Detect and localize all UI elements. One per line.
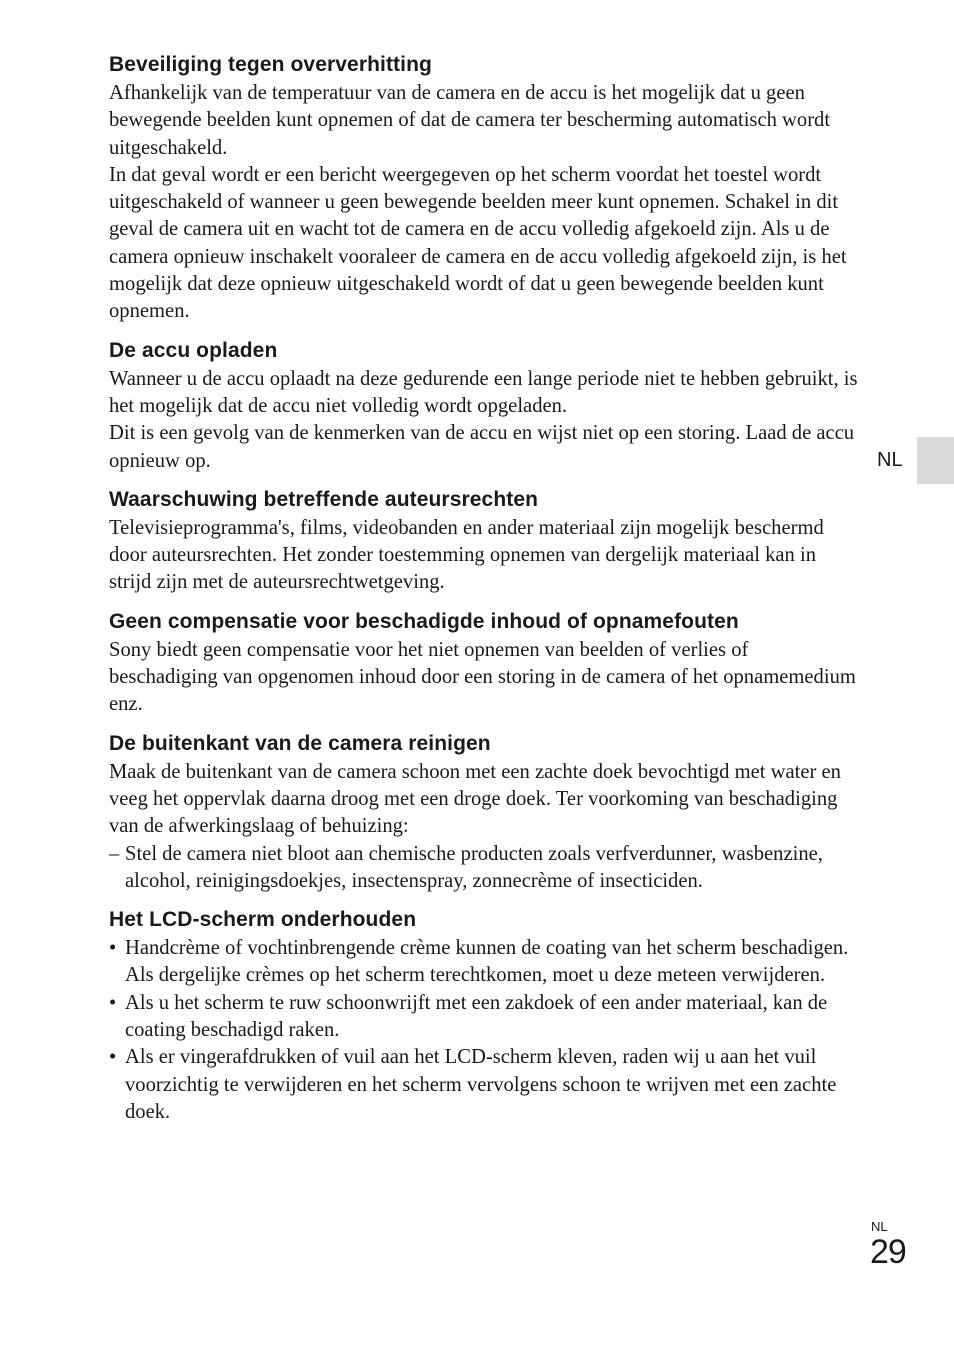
section-cleaning bbox=[109, 727, 861, 895]
paragraph: Sony biedt geen compensatie voor het niet opnemen van beelden of verlies of beschadiging van opgenomen inhoud door een storing in de camera of het opnamemedium enz. bbox=[109, 638, 856, 716]
section-overheating bbox=[109, 48, 861, 326]
section-lcd-care bbox=[109, 903, 861, 1126]
section-heading: Beveiliging tegen oververhitting bbox=[109, 53, 432, 76]
list-item bbox=[109, 841, 861, 896]
bullet-marker: • bbox=[109, 1046, 117, 1069]
bullet-marker: • bbox=[109, 991, 117, 1014]
page-number: 29 bbox=[870, 1233, 906, 1271]
section-heading: De accu opladen bbox=[109, 338, 278, 362]
footer-language: NL bbox=[871, 1219, 888, 1234]
list-item-text: Stel de camera niet bloot aan chemische producten zoals verfverdunner, wasbenzine, alcohol, reinigingsdoekjes, insectenspray, zonnecrème of insecticiden. bbox=[125, 842, 823, 892]
language-side-tab bbox=[917, 437, 954, 484]
section-no-compensation bbox=[109, 605, 861, 719]
paragraph: In dat geval wordt er een bericht weergegeven op het scherm voordat het toestel wordt uitgeschakeld of wanneer u geen bewegende beelden meer kunt opnemen. Schakel in dit geval de camera uit en wacht tot de camera en de accu volledig afgekoeld zijn. Als u de camera opnieuw inschakelt vooraleer de camera en de accu volledig afgekoeld zijn, is het mogelijk dat deze opnieuw uitgeschakeld wordt of dat u geen bewegende beelden kunt opnemen. bbox=[109, 163, 847, 323]
paragraph: Wanneer u de accu oplaadt na deze gedurende een lange periode niet te hebben gebruikt, is het mogelijk dat de accu niet volledig wordt opgeladen. bbox=[109, 367, 858, 417]
list-item bbox=[109, 1044, 861, 1126]
list-item bbox=[109, 935, 861, 990]
section-heading: Het LCD-scherm onderhouden bbox=[109, 908, 417, 932]
paragraph: Maak de buitenkant van de camera schoon met een zachte doek bevochtigd met water en veeg het oppervlak daarna droog met een droge doek. Ter voorkoming van beschadiging van de afwerkingslaag of behuizing: bbox=[109, 760, 841, 838]
paragraph: Dit is een gevolg van de kenmerken van de accu en wijst niet op een storing. Laad de accu opnieuw op. bbox=[109, 422, 855, 472]
list-item bbox=[109, 990, 861, 1045]
section-heading: Waarschuwing betreffende auteursrechten bbox=[109, 487, 539, 511]
list-item-text: Als u het scherm te ruw schoonwrijft met een zakdoek of een ander materiaal, kan de coating beschadigd raken. bbox=[125, 991, 828, 1042]
list-item-text: Handcrème of vochtinbrengende crème kunnen de coating van het scherm beschadigen. Als dergelijke crèmes op het scherm terechtkomen, moet u deze meteen verwijderen. bbox=[125, 937, 849, 987]
section-copyright bbox=[109, 483, 861, 597]
page-content bbox=[109, 48, 861, 1126]
paragraph: Afhankelijk van de temperatuur van de camera en de accu is het mogelijk dat u geen bewegende beelden kunt opnemen of dat de camera ter bescherming automatisch wordt uitgeschakeld. bbox=[109, 82, 831, 159]
list-item-text: Als er vingerafdrukken of vuil aan het LCD-scherm kleven, raden wij u aan het vuil voorzichtig te verwijderen en het scherm vervolgens schoon te wrijven met een zachte doek. bbox=[125, 1046, 837, 1123]
section-heading: Geen compensatie voor beschadigde inhoud of opnamefouten bbox=[109, 609, 739, 633]
language-side-label: NL bbox=[877, 449, 903, 471]
section-heading: De buitenkant van de camera reinigen bbox=[109, 731, 491, 755]
section-charging bbox=[109, 334, 861, 475]
bullet-marker: • bbox=[109, 937, 117, 960]
paragraph: Televisieprogramma's, films, videobanden en ander materiaal zijn mogelijk beschermd door auteursrechten. Het zonder toestemming opnemen van dergelijk materiaal kan in strijd zijn met de auteursrechtwetgeving. bbox=[109, 516, 824, 594]
dash-marker: – bbox=[109, 842, 120, 865]
